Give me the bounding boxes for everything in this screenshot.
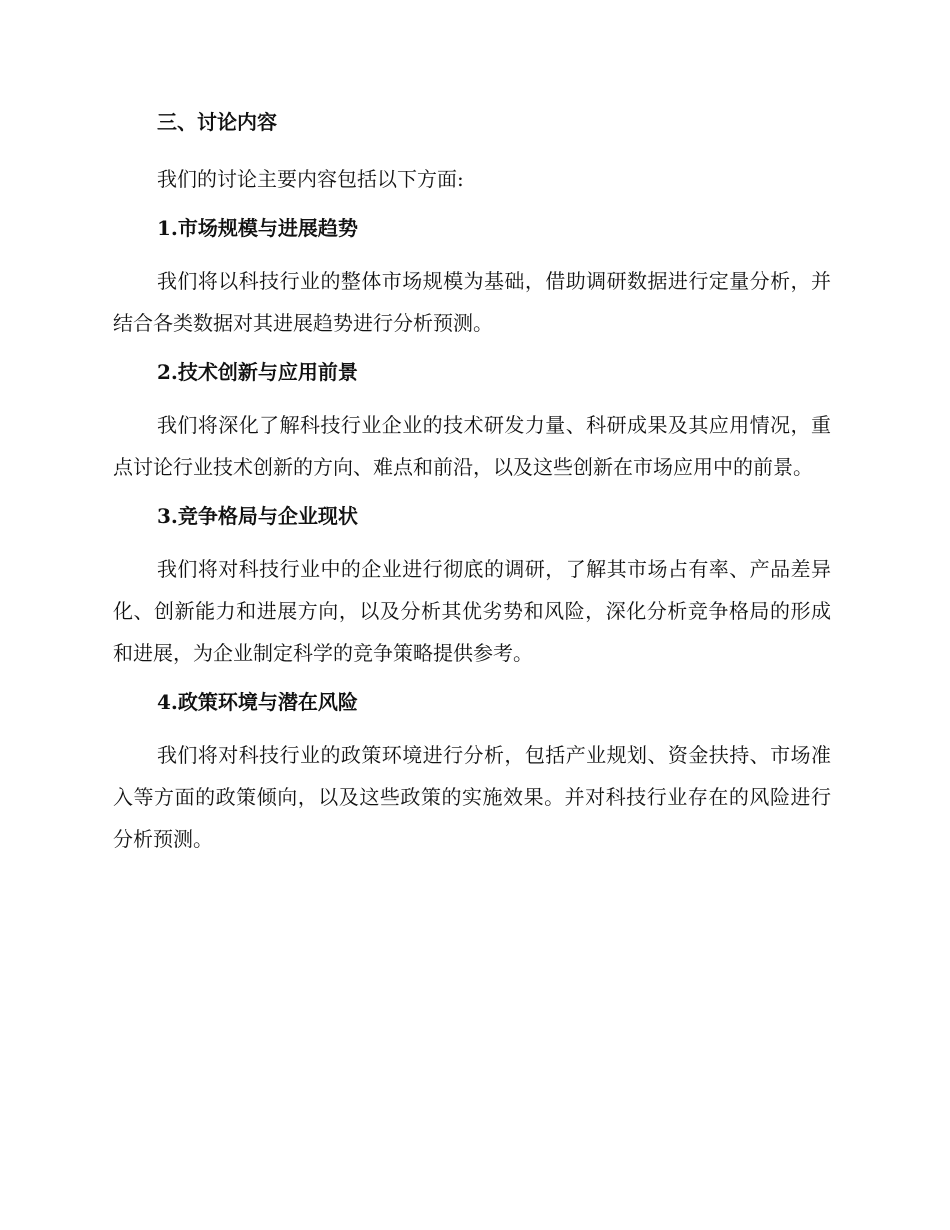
section-intro: 我们的讨论主要内容包括以下方面: xyxy=(157,167,464,191)
topic-body-3: 我们将对科技行业中的企业进行彻底的调研，了解其市场占有率、产品差异化、创新能力和进展方向，以及分析其优劣势和风险，深化分析竞争格局的形成和进展，为企业制定科学的竞争策略提供参考。 xyxy=(113,557,831,665)
topic-heading-4: 4.政策环境与潜在风险 xyxy=(157,690,358,714)
document-content xyxy=(113,108,831,860)
topic-heading-3: 3.竞争格局与企业现状 xyxy=(157,504,358,528)
topic-body-4: 我们将对科技行业的政策环境进行分析，包括产业规划、资金扶持、市场准入等方面的政策倾向，以及这些政策的实施效果。并对科技行业存在的风险进行分析预测。 xyxy=(113,743,831,851)
section-title: 三、讨论内容 xyxy=(157,110,277,134)
topic-heading-1: 1.市场规模与进展趋势 xyxy=(157,216,358,240)
topic-body-1: 我们将以科技行业的整体市场规模为基础，借助调研数据进行定量分析，并结合各类数据对其进展趋势进行分析预测。 xyxy=(113,269,831,335)
topic-heading-2: 2.技术创新与应用前景 xyxy=(157,360,358,384)
topic-body-2: 我们将深化了解科技行业企业的技术研发力量、科研成果及其应用情况，重点讨论行业技术创新的方向、难点和前沿，以及这些创新在市场应用中的前景。 xyxy=(113,413,831,479)
